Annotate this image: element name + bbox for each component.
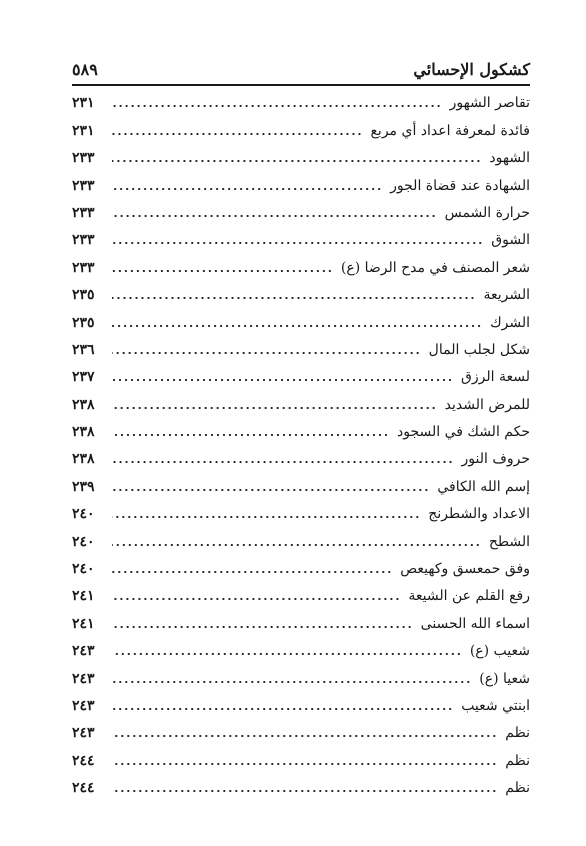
entry-page-number: ٢٣١	[72, 122, 95, 139]
dot-leader	[112, 429, 389, 437]
entry-title: حكم الشك في السجود	[396, 424, 530, 441]
dot-leader	[112, 676, 471, 684]
entry-title: للمرض الشديد	[444, 396, 530, 413]
entry-page-number: ٢٣٨	[72, 451, 95, 468]
index-entries	[72, 86, 530, 798]
entry-title: ابنتي شعيب	[461, 697, 530, 714]
entry-page-number: ٢٤٠	[72, 506, 95, 523]
entry-title: تقاصر الشهور	[449, 95, 530, 112]
entry-title: وفق حمعسق وكهيعص	[400, 561, 530, 578]
index-entry	[72, 524, 530, 551]
dot-leader	[112, 621, 413, 629]
book-title: كشكول الإحسائي	[413, 60, 530, 79]
entry-page-number: ٢٤٠	[72, 533, 95, 550]
index-entry	[72, 415, 530, 442]
entry-page-number: ٢٤٣	[72, 697, 95, 714]
entry-title: فائدة لمعرفة اعداد أي مربع	[370, 122, 530, 139]
index-entry	[72, 278, 530, 305]
entry-page-number: ٢٣٥	[72, 314, 95, 331]
index-entry	[72, 771, 530, 798]
entry-page-number: ٢٣٣	[72, 232, 95, 249]
index-entry	[72, 333, 530, 360]
dot-leader	[112, 265, 333, 273]
entry-page-number: ٢٤١	[72, 615, 95, 632]
dot-leader	[112, 237, 483, 245]
entry-title: نظم	[505, 780, 530, 797]
entry-title: الشريعة	[483, 287, 530, 304]
entry-title: الشرك	[490, 314, 530, 331]
dot-leader	[112, 703, 453, 711]
index-entry	[72, 469, 530, 496]
dot-leader	[112, 511, 420, 519]
entry-page-number: ٢٣٣	[72, 259, 95, 276]
entry-page-number: ٢٤٠	[72, 561, 95, 578]
index-entry	[72, 716, 530, 743]
entry-page-number: ٢٣٧	[72, 369, 95, 386]
entry-page-number: ٢٣٣	[72, 204, 95, 221]
index-entry	[72, 196, 530, 223]
index-entry	[72, 141, 530, 168]
dot-leader	[112, 183, 382, 191]
dot-leader	[112, 347, 421, 355]
entry-title: الشهود	[489, 150, 530, 167]
page-number: ٥٨٩	[72, 60, 98, 79]
entry-page-number: ٢٤٤	[72, 752, 95, 769]
entry-page-number: ٢٣٨	[72, 396, 95, 413]
dot-leader	[112, 210, 437, 218]
entry-title: شعيا (ع)	[479, 670, 530, 687]
entry-title: الاعداد والشطرنج	[428, 506, 530, 523]
dot-leader	[112, 374, 453, 382]
dot-leader	[112, 128, 362, 136]
running-header	[72, 52, 530, 86]
dot-leader	[112, 539, 481, 547]
entry-page-number: ٢٣٩	[72, 478, 95, 495]
dot-leader	[112, 155, 481, 163]
entry-title: نظم	[505, 725, 530, 742]
index-entry	[72, 606, 530, 633]
entry-page-number: ٢٤١	[72, 588, 95, 605]
entry-title: الشطح	[488, 533, 530, 550]
entry-title: شكل لجلب المال	[428, 341, 530, 358]
index-entry	[72, 360, 530, 387]
index-entry	[72, 442, 530, 469]
dot-leader	[112, 484, 429, 492]
index-entry	[72, 552, 530, 579]
index-entry	[72, 250, 530, 277]
entry-title: إسم الله الكافي	[437, 478, 530, 495]
entry-page-number: ٢٣٦	[72, 341, 95, 358]
entry-page-number: ٢٣٣	[72, 150, 95, 167]
index-entry	[72, 579, 530, 606]
entry-title: الشهادة عند قضاة الجور	[390, 177, 530, 194]
index-entry	[72, 113, 530, 140]
dot-leader	[112, 758, 497, 766]
entry-title: لسعة الرزق	[461, 369, 530, 386]
index-entry	[72, 387, 530, 414]
entry-page-number: ٢٣٨	[72, 424, 95, 441]
entry-page-number: ٢٣٣	[72, 177, 95, 194]
entry-page-number: ٢٤٣	[72, 725, 95, 742]
index-entry	[72, 223, 530, 250]
index-entry	[72, 743, 530, 770]
index-page	[72, 52, 530, 798]
entry-title: شعر المصنف في مدح الرضا (ع)	[340, 259, 530, 276]
dot-leader	[112, 320, 482, 328]
index-entry	[72, 86, 530, 113]
index-entry	[72, 497, 530, 524]
dot-leader	[112, 456, 454, 464]
entry-page-number: ٢٣٥	[72, 287, 95, 304]
index-entry	[72, 634, 530, 661]
entry-title: حروف النور	[461, 451, 530, 468]
dot-leader	[112, 785, 497, 793]
entry-title: رفع القلم عن الشيعة	[408, 588, 530, 605]
entry-title: شعيب (ع)	[469, 643, 530, 660]
entry-title: نظم	[505, 752, 530, 769]
entry-title: الشوق	[491, 232, 530, 249]
dot-leader	[112, 292, 475, 300]
entry-page-number: ٢٤٣	[72, 643, 95, 660]
index-entry	[72, 661, 530, 688]
entry-page-number: ٢٤٣	[72, 670, 95, 687]
entry-page-number: ٢٣١	[72, 95, 95, 112]
index-entry	[72, 305, 530, 332]
dot-leader	[112, 100, 442, 108]
dot-leader	[112, 730, 497, 738]
entry-page-number: ٢٤٤	[72, 780, 95, 797]
dot-leader	[112, 402, 437, 410]
index-entry	[72, 168, 530, 195]
dot-leader	[112, 566, 392, 574]
dot-leader	[112, 593, 400, 601]
dot-leader	[112, 648, 462, 656]
entry-title: اسماء الله الحسنى	[420, 615, 530, 632]
index-entry	[72, 689, 530, 716]
entry-title: حرارة الشمس	[444, 204, 530, 221]
